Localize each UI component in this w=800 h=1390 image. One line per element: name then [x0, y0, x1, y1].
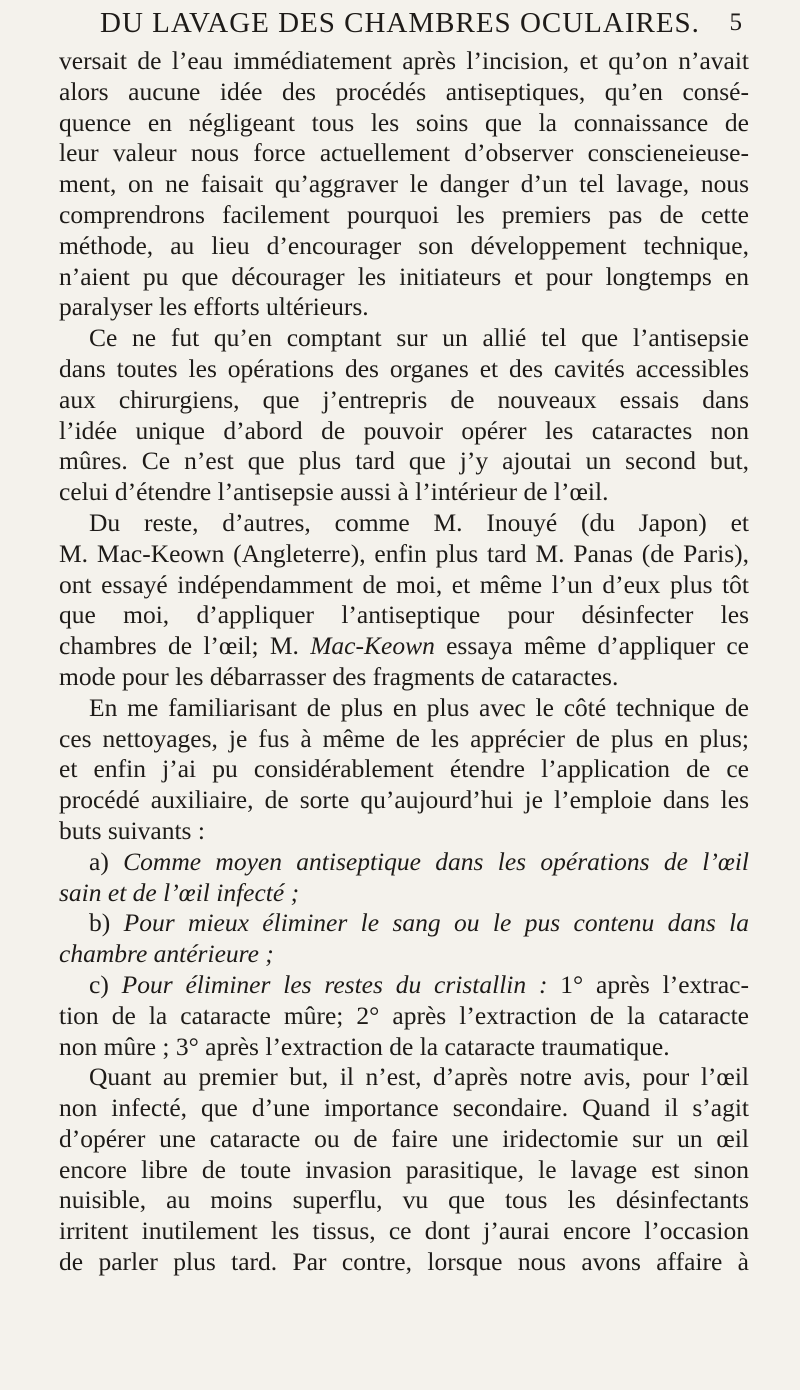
text-line [59, 816, 749, 847]
text-line [59, 138, 749, 169]
text-line [59, 570, 749, 601]
text-line [59, 1062, 749, 1093]
line-text: l’idée unique d’abord de pouvoir opérer les cataractes non [59, 415, 749, 445]
text-line [59, 1247, 749, 1278]
line-text: leur valeur nous force actuellement d’observer conscieneieuse- [59, 138, 749, 168]
text-line [59, 878, 749, 909]
text-line [59, 292, 749, 323]
running-title: DU LAVAGE DES CHAMBRES OCULAIRES. [100, 7, 700, 39]
line-text: ment, on ne faisait qu’aggraver le danger d’un tel lavage, nous [59, 169, 749, 199]
text-line [59, 600, 749, 631]
text-line [59, 108, 749, 139]
line-text: méthode, au lieu d’encourager son développement technique, [59, 230, 749, 260]
line-text: chambres de l’œil; M. [59, 631, 311, 661]
line-text: tion de la cataracte mûre; 2° après l’extraction de la cataracte [59, 1000, 749, 1030]
text-line [59, 939, 749, 970]
text-line [59, 785, 749, 816]
line-text: mode pour les débarrasser des fragments de cataractes. [59, 661, 619, 691]
line-text: de parler plus tard. Par contre, lorsque nous avons affaire à [59, 1247, 749, 1277]
line-text: ont essayé indépendamment de moi, et même l’un d’eux plus tôt [59, 569, 749, 599]
line-text: aux chirurgiens, que j’entrepris de nouveaux essais dans [59, 384, 749, 414]
italic-text: sain et de l’œil infecté ; [59, 877, 300, 907]
line-text: Ce ne fut qu’en comptant sur un allié tel que l’antisepsie [89, 323, 749, 353]
line-text: En me familiarisant de plus en plus avec le côté technique de [89, 692, 749, 722]
text-line [59, 200, 749, 231]
text-line [59, 1001, 749, 1032]
line-text: ces nettoyages, je fus à même de les apprécier de plus en plus; [59, 723, 749, 753]
text-line [59, 416, 749, 447]
italic-text: Pour éliminer les restes du cristallin : [121, 969, 548, 999]
text-line [59, 262, 749, 293]
text-line [59, 1155, 749, 1186]
italic-text: chambre antérieure ; [59, 939, 274, 969]
line-text: celui d’étendre l’antisepsie aussi à l’intérieur de l’œil. [59, 477, 609, 507]
line-text: a) [89, 846, 124, 876]
text-line [59, 970, 749, 1001]
text-line [59, 908, 749, 939]
line-text: b) [89, 908, 124, 938]
line-text: M. Mac-Keown (Angleterre), enfin plus tard M. Panas (de Paris), [59, 538, 749, 568]
line-text-after: essaya même d’appliquer ce [434, 631, 749, 661]
text-line [59, 1093, 749, 1124]
italic-text: Mac-Keown [310, 631, 435, 661]
page-number: 5 [729, 9, 742, 36]
line-text: alors aucune idée des procédés antiseptiques, qu’en consé- [59, 76, 749, 106]
line-text: non mûre ; 3° après l’extraction de la cataracte traumatique. [59, 1031, 670, 1061]
line-text: que moi, d’appliquer l’antiseptique pour désinfecter les [59, 600, 749, 630]
line-text: d’opérer une cataracte ou de faire une iridectomie sur un œil [59, 1123, 749, 1153]
text-line [59, 662, 749, 693]
text-line [59, 847, 749, 878]
text-line [59, 539, 749, 570]
line-text: comprendrons facilement pourquoi les premiers pas de cette [59, 199, 749, 229]
line-text: quence en négligeant tous les soins que la connaissance de [59, 107, 749, 137]
line-text-after: 1° après l’extrac- [547, 969, 749, 999]
line-text: non infecté, que d’une importance secondaire. Quand il s’agit [59, 1093, 749, 1123]
line-text: irritent inutilement les tissus, ce dont j’aurai encore l’occasion [59, 1216, 749, 1246]
line-text: dans toutes les opérations des organes et des cavités accessibles [59, 353, 749, 383]
text-line [59, 231, 749, 262]
text-line [59, 754, 749, 785]
line-text: paralyser les efforts ultérieurs. [59, 292, 369, 322]
body-text [59, 46, 749, 1278]
line-text: mûres. Ce n’est que plus tard que j’y ajoutai un second but, [59, 446, 749, 476]
line-text: procédé auxiliaire, de sorte qu’aujourd’hui je l’emploie dans les [59, 785, 749, 815]
italic-text: Pour mieux éliminer le sang ou le pus contenu dans la [123, 908, 750, 938]
text-line [59, 631, 749, 662]
running-header [0, 6, 800, 40]
line-text: n’aient pu que décourager les initiateurs et pour longtemps en [59, 261, 749, 291]
text-line [59, 354, 749, 385]
line-text: nuisible, au moins superflu, vu que tous les désinfectants [59, 1185, 749, 1215]
text-line [59, 323, 749, 354]
text-line [59, 77, 749, 108]
text-line [59, 693, 749, 724]
text-line [59, 1032, 749, 1063]
line-text: c) [89, 969, 122, 999]
text-line [59, 1185, 749, 1216]
line-text: Quant au premier but, il n’est, d’après notre avis, pour l’œil [89, 1062, 749, 1092]
line-text: et enfin j’ai pu considérablement étendre l’application de ce [59, 754, 749, 784]
text-line [59, 508, 749, 539]
line-text: Du reste, d’autres, comme M. Inouyé (du Japon) et [89, 507, 749, 537]
line-text: buts suivants : [59, 815, 205, 845]
text-line [59, 385, 749, 416]
italic-text: Comme moyen antiseptique dans les opérations de l’œil [123, 846, 750, 876]
text-line [59, 169, 749, 200]
line-text: encore libre de toute invasion parasitique, le lavage est sinon [59, 1154, 749, 1184]
line-text: versait de l’eau immédiatement après l’incision, et qu’on n’avait [59, 46, 749, 75]
text-line [59, 477, 749, 508]
text-line [59, 1124, 749, 1155]
text-line [59, 724, 749, 755]
text-line [59, 1216, 749, 1247]
text-line [59, 446, 749, 477]
text-line [59, 46, 749, 77]
